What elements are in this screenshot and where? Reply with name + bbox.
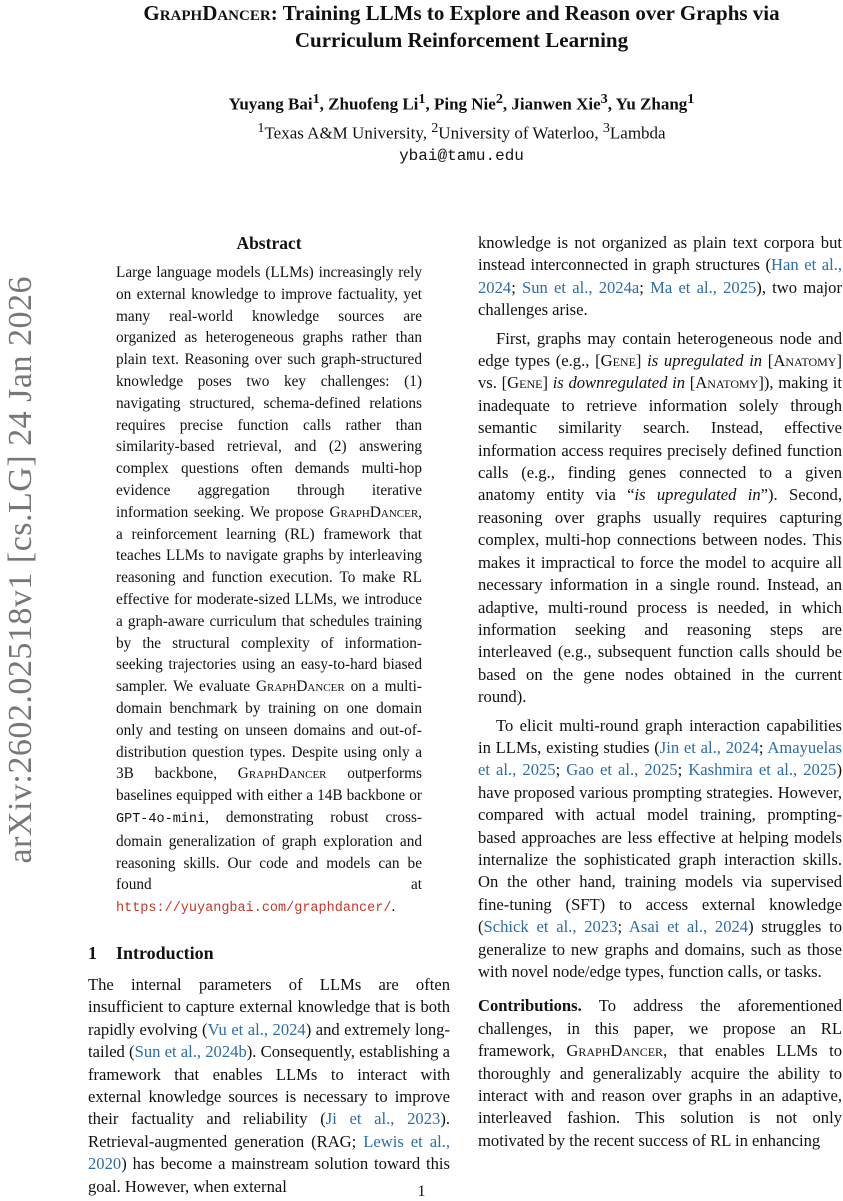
body-text: ). Retrieval-augmented generation (RAG; <box>88 1109 451 1151</box>
body-text: ]), making it inadequate to retrieve information solely through semantic similarity search. Instead, effective information access requires precisely defined function calls (e.g., finding genes connected to a given anatomy entity via “ <box>478 373 842 505</box>
body-text: The internal parameters of LLMs are often insufficient to capture external knowledge that is both rapidly evolving ( <box>88 974 450 1039</box>
body-text: First, graphs may contain heterogeneous node and edge types (e.g., [ <box>478 328 842 371</box>
section-title: Introduction <box>116 942 214 963</box>
citation-link[interactable]: Asai et al., 2024 <box>628 917 749 937</box>
author-name: Jianwen Xie <box>511 94 601 114</box>
abstract-heading: Abstract <box>236 233 302 253</box>
left-column <box>88 230 450 1198</box>
author-sup: 3 <box>600 91 608 107</box>
author-sup: 1 <box>418 91 426 107</box>
body-text: ), two major challenges arise. <box>478 277 842 320</box>
edge-type: is downregulated in <box>552 373 686 393</box>
node-type: Anatomy <box>695 373 759 393</box>
edge-type: is upregulated in <box>634 485 761 505</box>
body-paragraph: To elicit multi-round graph interaction capabilities in LLMs, existing studies (Jin et al., 2024; Amayuelas et al., 2025; Gao et al., 2025; Kashmira et al., 2025) have proposed various prompting strategies. However, compared with actual model training, prompting-based approaches are less effective at helping models internalize the sophisticated graph interaction skills. On the other hand, training models via supervised fine-tuning (SFT) to access external knowledge (Schick et al., 2023; Asai et al., 2024) struggles to generalize to new graphs and domains, such as those with novel node/edge types, function calls, or tasks. <box>478 715 843 981</box>
system-name: GraphDancer <box>329 503 419 521</box>
code-link[interactable]: https://yuyangbai.com/graphdancer/ <box>116 901 392 917</box>
model-name: GPT-4o-mini <box>116 811 206 827</box>
affil-sup: 2 <box>431 119 439 136</box>
system-name: GraphDancer <box>255 678 345 696</box>
body-text: ) has become a mainstream solution toward this goal. However, when external <box>88 1154 450 1196</box>
abstract-text: , a reinforcement learning (RL) framework that teaches LLMs to navigate graphs by interleaving reasoning and function execution. To make RL effective for moderate-sized LLMs, we introduce a graph-aware curriculum that schedules training by the structural complexity of information-seeking trajectories using an easy-to-hard biased sampler. We evaluate <box>116 503 422 696</box>
author-sup: 1 <box>312 91 320 107</box>
author-name: Yuyang Bai <box>228 94 313 114</box>
title-system-name: GraphDancer <box>143 1 271 25</box>
author-sup: 2 <box>495 91 503 107</box>
body-paragraph <box>478 232 842 322</box>
body-text: ) have proposed various prompting strategies. However, compared with actual model training, prompting-based approaches are less effective at helping models internalize the sophisticated graph interaction skills. On the other hand, training models via supervised fine-tuning (SFT) to access external knowledge ( <box>478 760 842 937</box>
affiliation: University of Waterloo <box>438 123 595 143</box>
abstract-text: outperforms baselines equipped with either a 14B backbone or <box>116 765 423 805</box>
system-name: GraphDancer <box>566 1041 664 1061</box>
affiliation: Lambda <box>609 123 666 143</box>
body-text: ] vs. [ <box>478 351 842 393</box>
separator: ; <box>639 277 651 297</box>
citation-link[interactable]: Sun et al., 2024b <box>134 1042 247 1062</box>
citation-link[interactable]: Amayuelas et al., 2025 <box>478 737 843 780</box>
affil-sup: 1 <box>257 119 265 136</box>
node-type: Gene <box>600 351 636 371</box>
separator: ; <box>511 277 523 297</box>
author-name: Yu Zhang <box>615 94 688 114</box>
arxiv-identifier: arXiv:2602.02518v1 [cs.LG] 24 Jan 2026 <box>2 276 39 864</box>
affiliation: Texas A&M University <box>264 123 423 143</box>
page-number: 1 <box>417 1183 426 1200</box>
body-text: ) and extremely long-tailed ( <box>88 1019 450 1062</box>
contact-email[interactable]: ybai@tamu.edu <box>399 147 524 166</box>
citation-link[interactable]: Schick et al., 2023 <box>483 917 618 937</box>
citation-link[interactable]: Ji et al., 2023 <box>325 1109 441 1129</box>
citation-link[interactable]: Sun et al., 2024a <box>522 277 640 297</box>
citation-link[interactable]: Ma et al., 2025 <box>650 277 757 297</box>
citation-link[interactable]: Gao et al., 2025 <box>566 760 678 780</box>
node-type: Anatomy <box>773 351 837 371</box>
citation-link[interactable]: Lewis et al., 2020 <box>88 1131 450 1174</box>
title-line2: Curriculum Reinforcement Learning <box>294 28 629 52</box>
body-text: To elicit multi-round graph interaction capabilities in LLMs, existing studies ( <box>478 715 842 757</box>
citation-link[interactable]: Han et al., 2024 <box>478 255 842 297</box>
intro-paragraph <box>88 974 450 1198</box>
affiliations: $^1$Texas A&M University, $^2$University of Waterloo, $^3$Lambda <box>257 119 666 143</box>
system-name: GraphDancer <box>237 765 327 783</box>
body-text: ). Consequently, establishing a framework that enables LLMs to interact with external knowledge sources is necessary to improve their factuality and reliability ( <box>88 1042 450 1129</box>
arxiv-sidebar <box>0 270 44 870</box>
paper-header <box>80 0 843 167</box>
paragraph-heading: Contributions. <box>478 996 582 1016</box>
node-type: Gene <box>507 373 543 393</box>
citation-link[interactable]: Kashmira et al., 2025 <box>688 760 837 780</box>
abstract-body <box>116 262 422 920</box>
citation-link[interactable]: Vu et al., 2024 <box>207 1019 306 1039</box>
edge-type: is upregulated in <box>647 351 763 371</box>
abstract-text: . <box>391 898 396 916</box>
author-name: Ping Nie <box>433 94 496 114</box>
body-paragraph: First, graphs may contain heterogeneous node and edge types (e.g., [Gene] is upregulated in [Anatomy] vs. [Gene] is downregulated in [Anatomy]), making it inadequate to retrieve information solely through semantic similarity search. Instead, effective information access requires precisely defined function calls (e.g., finding genes connected to a given anatomy entity via “is upregulated in”). Second, reasoning over graphs usually requires capturing complex, multi-hop connections between nodes. This makes it impractical to force the model to acquire all necessary information in a single round. Instead, an adaptive, multi-round process is needed, in which information seeking and reasoning steps are interleaved (e.g., subsequent function calls should be based on the gene nodes obtained in the current round). <box>478 328 842 707</box>
right-column <box>478 232 842 1152</box>
abstract-text: on a multi-domain benchmark by training on one domain only and testing on unseen domains and out-of-distribution question types. Despite using only a 3B backbone, <box>116 678 423 783</box>
title-line1: : Training LLMs to Explore and Reason over Graphs via <box>270 1 780 25</box>
affil-sup: 3 <box>602 119 610 136</box>
author-name: Zhuofeng Li <box>328 94 419 114</box>
author-list: Yuyang Bai$^1$, Zhuofeng Li$^1$, Ping Nie$^2$, Jianwen Xie$^3$, Yu Zhang$^1$ <box>228 91 695 114</box>
section-number: 1 <box>88 942 97 963</box>
body-text: ) struggles to generalize to new graphs and domains, such as those with novel node/edge types, function calls, or tasks. <box>478 917 842 981</box>
abstract-text: , demonstrating robust cross-domain generalization of graph exploration and reasoning skills. Our code and models can be found at <box>116 808 422 894</box>
abstract-text: Large language models (LLMs) increasingly rely on external knowledge to improve factuality, yet many real-world knowledge sources are organized as heterogeneous graphs rather than plain text. Reasoning over such graph-structured knowledge poses two key challenges: (1) navigating structured, schema-defined relations requires precise function calls rather than similarity-based retrieval, and (2) answering complex questions often demands multi-hop evidence aggregation through iterative information seeking. We propose <box>116 264 422 521</box>
body-text: To address the aforementioned challenges, in this paper, we propose an RL framework, <box>478 996 842 1061</box>
body-text: , that enables LLMs to thoroughly and generalizably acquire the ability to interact with and reason over graphs in an adaptive, interleaved fashion. This solution is not only motivated by the recent success of RL in enhancing <box>478 1041 842 1150</box>
section-heading-introduction <box>88 940 450 966</box>
contributions-paragraph <box>478 995 842 1152</box>
author-sup: 1 <box>687 91 695 107</box>
citation-link[interactable]: Jin et al., 2024 <box>659 737 759 757</box>
body-text: knowledge is not organized as plain text corpora but instead interconnected in graph structures ( <box>478 233 842 275</box>
paper-title <box>80 0 843 54</box>
body-text: ”). Second, reasoning over graphs usually requires capturing complex, multi-hop connections between nodes. This makes it impractical to force the model to acquire all necessary information in a single round. Instead, an adaptive, multi-round process is needed, in which information seeking and reasoning steps are interleaved (e.g., subsequent function calls should be based on the gene nodes obtained in the current round). <box>478 485 842 707</box>
